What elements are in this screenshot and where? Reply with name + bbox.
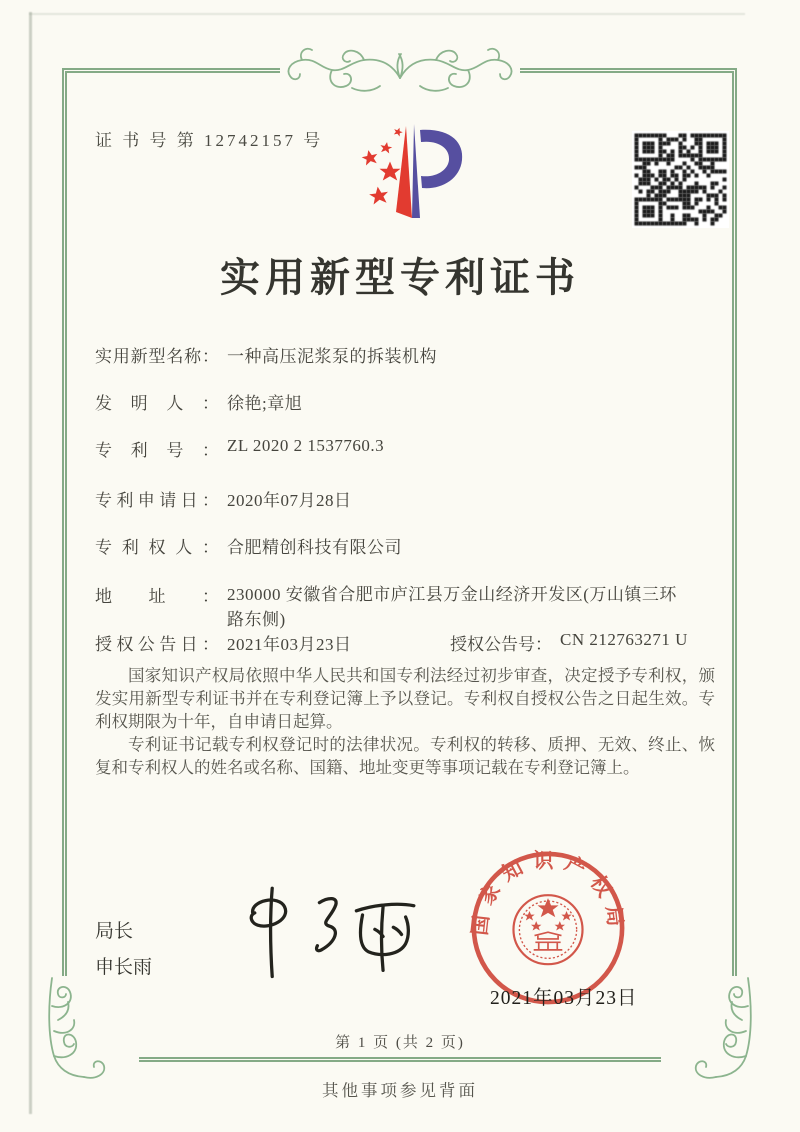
field-value: 一种高压泥浆泵的拆装机构 [227, 347, 437, 366]
field-row-address [95, 582, 679, 632]
field-label: 授权公告日： [95, 635, 219, 654]
field-row-inventor [95, 389, 302, 414]
field-value: CN 212763271 U [560, 630, 688, 649]
seal-date: 2021年03月23日 [490, 988, 638, 1009]
top-center-flourish-ornament [280, 42, 520, 106]
director-signature-handwriting-icon [225, 882, 420, 990]
cnipa-logo-icon [346, 120, 478, 222]
field-value: 合肥精创科技有限公司 [227, 538, 402, 557]
field-value: 徐艳;章旭 [227, 394, 303, 413]
field-label: 地址： [95, 587, 219, 606]
director-block [95, 914, 152, 986]
field-row-application-date [95, 486, 352, 511]
field-value: 2020年07月28日 [227, 491, 352, 510]
field-row-patentee [95, 533, 402, 558]
flourish-left-half [289, 49, 402, 91]
svg-text:国家知识产权局 [468, 849, 628, 936]
grant-date-pair [95, 630, 352, 654]
field-label: 专利权人： [95, 538, 219, 557]
field-value: 2021年03月23日 [227, 635, 352, 654]
bottom-right-corner-ornament [661, 976, 756, 1081]
scan-edge-shadow-top [29, 13, 745, 15]
director-name: 申长雨 [95, 957, 153, 978]
seal-text: 国家知识产权局 [469, 850, 627, 937]
national-emblem [513, 895, 582, 964]
field-label: 实用新型名称： [95, 347, 219, 366]
field-value: ZL 2020 2 1537760.3 [227, 436, 385, 455]
field-label: 授权公告号： [450, 635, 552, 654]
page-number-info: 第 1 页 (共 2 页) [335, 1035, 465, 1051]
back-side-note: 其他事项参见背面 [322, 1081, 478, 1100]
legal-body-text [95, 664, 715, 779]
field-row-grant [95, 630, 735, 655]
certificate-number: 证 书 号 第 12742157 号 [95, 131, 324, 150]
field-value: 230000 安徽省合肥市庐江县万金山经济开发区(万山镇三环路东侧) [227, 585, 677, 629]
certificate-title: 实用新型专利证书 [220, 255, 580, 300]
legal-paragraph-2: 专利证书记载专利权登记时的法律状况。专利权的转移、质押、无效、终止、恢复和专利权人的姓名或名称、国籍、地址变更等事项记载在专利登记簿上。 [95, 735, 715, 777]
legal-paragraph-1: 国家知识产权局依照中华人民共和国专利法经过初步审查，决定授予专利权，颁发实用新型专利证书并在专利登记簿上予以登记。专利权自授权公告之日起生效。专利权期限为十年，自申请日起算。 [95, 666, 715, 731]
field-row-patent-number [95, 436, 384, 461]
grant-number-pair [450, 630, 688, 655]
qr-code [632, 131, 729, 228]
field-label: 专利申请日： [95, 491, 219, 510]
field-label: 发明人： [95, 394, 219, 413]
scan-edge-shadow-left [29, 12, 32, 1114]
bottom-left-corner-ornament [44, 976, 139, 1081]
director-title: 局长 [95, 921, 134, 942]
field-label: 专利号： [95, 441, 219, 460]
field-row-utility-model-name [95, 342, 437, 367]
